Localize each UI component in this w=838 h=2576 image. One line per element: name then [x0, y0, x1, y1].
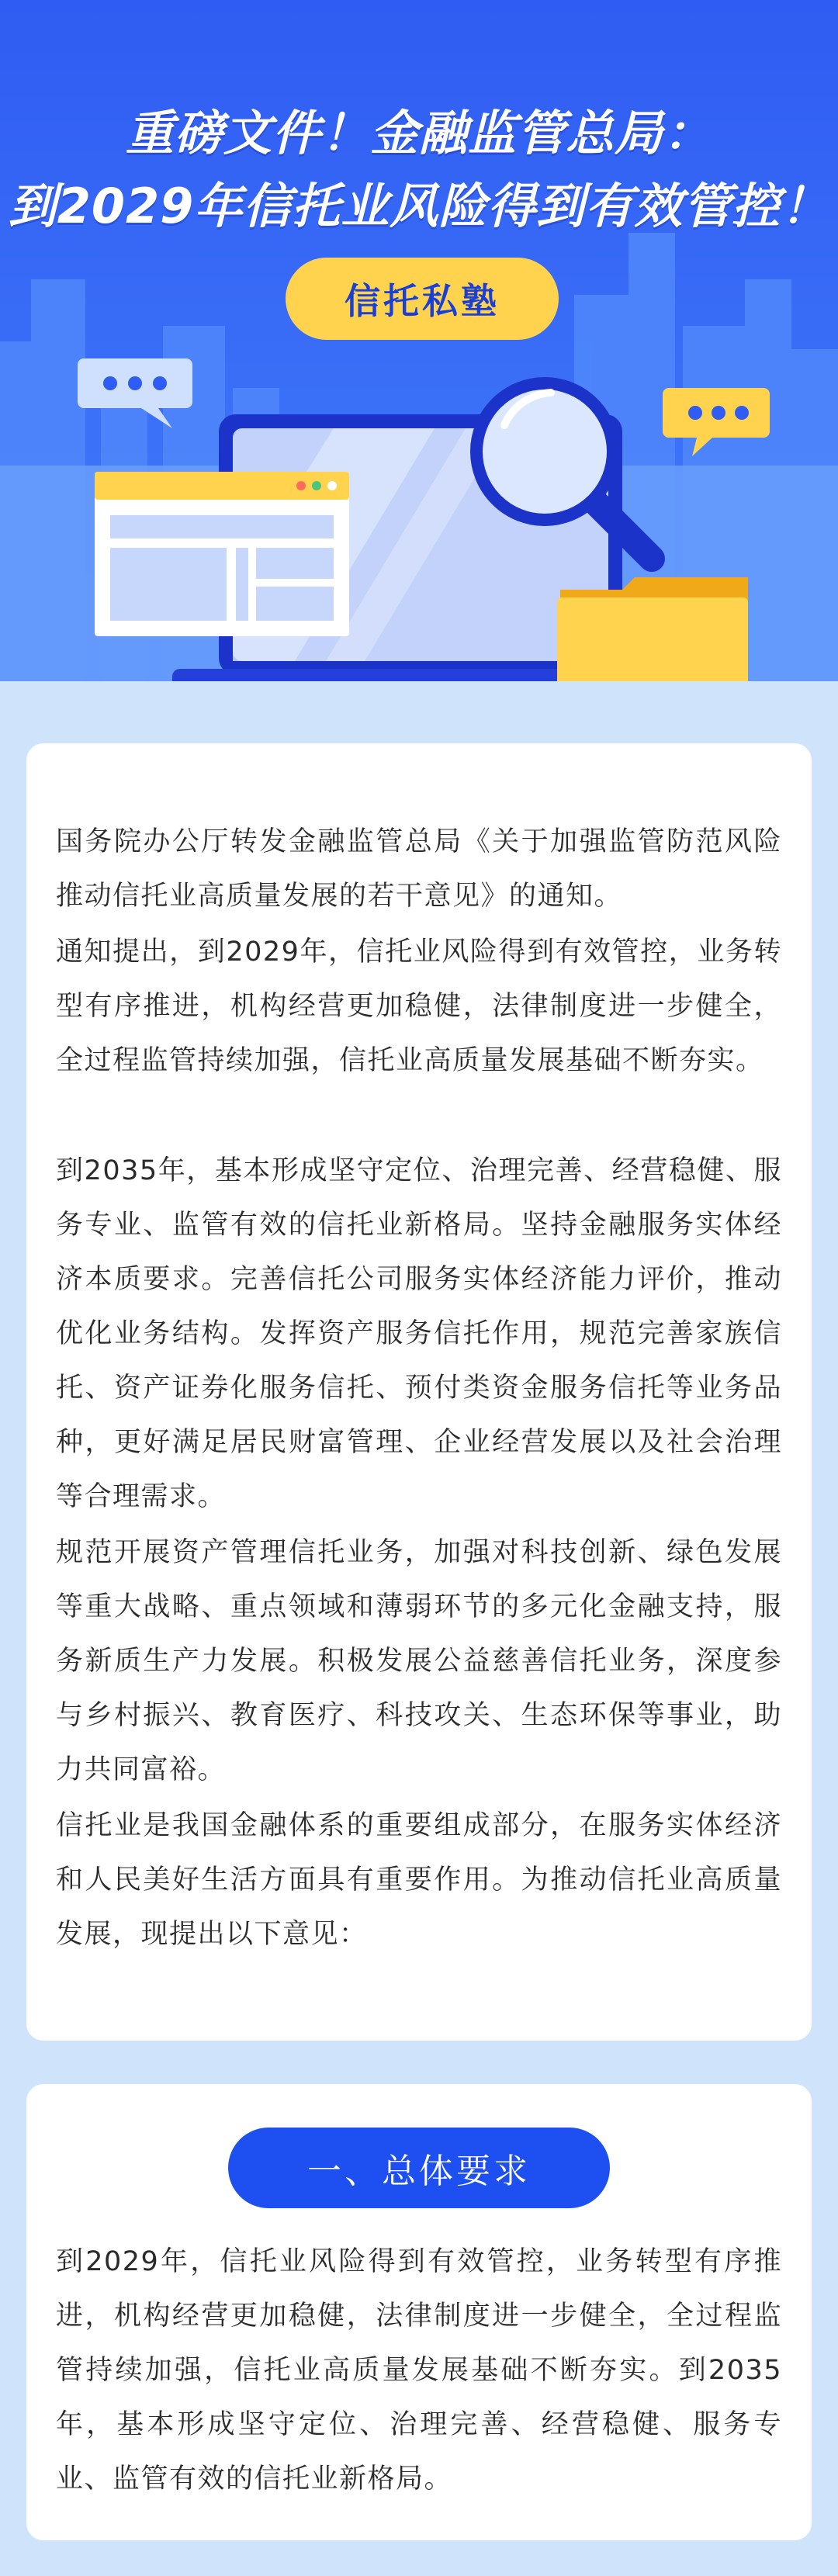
brand-badge: 信托私塾: [286, 258, 559, 340]
section-heading: 一、总体要求: [228, 2128, 610, 2208]
intro-paragraph-5: 信托业是我国金融体系的重要组成部分，在服务实体经济和人民美好生活方面具有重要作用。为推动信托业高质量发展，现提出以下意见：: [56, 1810, 782, 1950]
intro-paragraph-2: 通知提出，到2029年，信托业风险得到有效管控，业务转型有序推进，机构经营更加稳健，法律制度进一步健全，全过程监管持续加强，信托业高质量发展基础不断夯实。: [56, 937, 782, 1076]
intro-paragraph-4: 规范开展资产管理信托业务，加强对科技创新、绿色发展等重大战略、重点领域和薄弱环节的多元化金融支持，服务新质生产力发展。积极发展公益慈善信托业务，深度参与乡村振兴、教育医疗、科技攻关、生态环保等事业，助力共同富裕。: [56, 1537, 782, 1785]
browser-window-icon: [95, 472, 349, 636]
page-title-line2: 到2029年信托业风险得到有效管控！: [8, 178, 830, 234]
intro-paragraph-3: 到2035年，基本形成坚守定位、治理完善、经营稳健、服务专业、监管有效的信托业新格局。坚持金融服务实体经济本质要求。完善信托公司服务实体经济能力评价，推动优化业务结构。发挥资产服务信托作用，规范完善家族信托、资产证券化服务信托、预付类资金服务信托等业务品种，更好满足居民财富管理、企业经营发展以及社会治理等合理需求。: [56, 1155, 782, 1512]
hero-banner: [0, 0, 838, 681]
folder-icon: [557, 577, 748, 681]
page-title-line1: 重磅文件！金融监管总局：: [125, 105, 712, 161]
intro-paragraph-1: 国务院办公厅转发金融监管总局《关于加强监管防范风险推动信托业高质量发展的若干意见》的通知。: [56, 826, 782, 912]
section-paragraph: 到2029年，信托业风险得到有效管控，业务转型有序推进，机构经营更加稳健，法律制度进一步健全，全过程监管持续加强，信托业高质量发展基础不断夯实。到2035年，基本形成坚守定位、治理完善、经营稳健、服务专业、监管有效的信托业新格局。: [56, 2246, 782, 2495]
